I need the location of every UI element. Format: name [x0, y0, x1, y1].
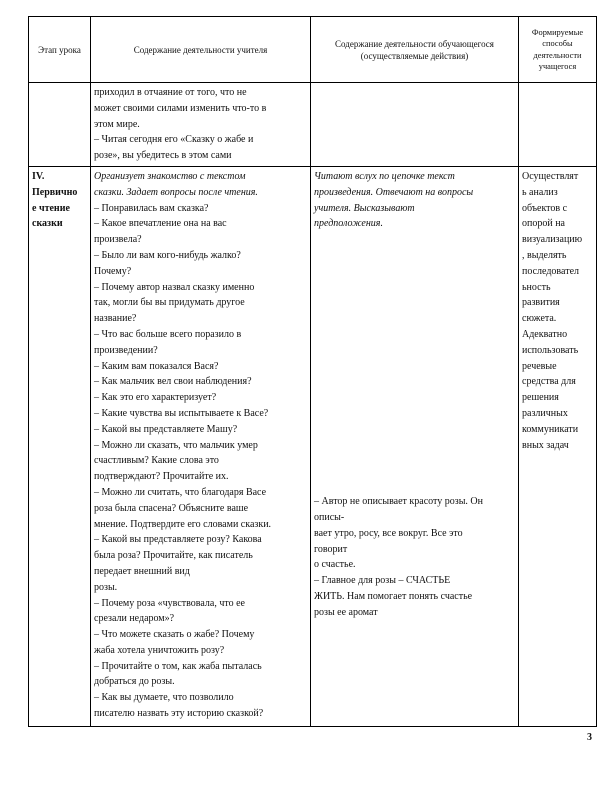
- text-line: IV.: [32, 170, 45, 182]
- text-line: вных задач: [522, 439, 569, 451]
- text-line: – Можно ли считать, что благодаря Васе: [94, 486, 267, 498]
- header-stage: Этап урока: [29, 17, 91, 83]
- student-answers: [314, 494, 515, 620]
- text-line: мнение. Подтвердите его словами сказки.: [94, 518, 272, 530]
- text-line: – Каким вам показался Вася?: [94, 360, 219, 372]
- text-line: – Какой вы представляете розу? Какова: [94, 534, 262, 546]
- text-line: говорит: [314, 543, 348, 555]
- text-line: сюжета.: [522, 313, 557, 325]
- text-line: последовател: [522, 265, 579, 277]
- table-row-stage-4: [29, 166, 597, 726]
- table-row-continuation: [29, 83, 597, 167]
- teacher-intro: [94, 169, 307, 201]
- header-teacher-activity: Содержание деятельности учителя: [91, 17, 311, 83]
- text-line: розе», вы убедитесь в этом сами: [94, 150, 232, 162]
- text-line: подтверждают? Прочитайте их.: [94, 471, 229, 483]
- text-line: сказки: [32, 218, 63, 230]
- text-line: Первично: [32, 186, 78, 198]
- cell-teacher-activity: [91, 166, 311, 726]
- text-line: объектов с: [522, 202, 568, 214]
- teacher-questions: [94, 201, 307, 722]
- teacher-continuation-text: [94, 85, 307, 164]
- cell-stage-empty: [29, 83, 91, 167]
- text-line: о счастье.: [314, 559, 356, 571]
- text-line: , выделять: [522, 249, 567, 261]
- cell-teacher-continuation: [91, 83, 311, 167]
- text-line: ЖИТЬ. Нам помогает понять счастье: [314, 590, 473, 602]
- text-line: коммуникати: [522, 423, 579, 435]
- text-line: этом мире.: [94, 118, 140, 130]
- text-line: развития: [522, 297, 560, 309]
- text-line: приходил в отчаяние от того, что не: [94, 87, 247, 98]
- text-line: – Почему роза «чувствовала, что ее: [94, 597, 245, 609]
- cell-student-activity: [311, 166, 519, 726]
- text-line: название?: [94, 313, 137, 325]
- text-line: срезали недаром»?: [94, 613, 175, 625]
- cell-skills: [519, 166, 597, 726]
- lesson-plan-table: [28, 16, 597, 727]
- document-page: [28, 16, 596, 727]
- table-header-row: [29, 17, 597, 83]
- text-line: может своими силами изменить что-то в: [94, 102, 267, 114]
- text-line: – Что вас больше всего поразило в: [94, 328, 242, 340]
- text-line: различных: [522, 407, 568, 419]
- text-line: – Что можете сказать о жабе? Почему: [94, 629, 255, 641]
- text-line: произвела?: [94, 234, 142, 246]
- text-line: розы ее аромат: [314, 606, 378, 618]
- text-line: – Было ли вам кого-нибудь жалко?: [94, 249, 241, 261]
- text-line: – Какой вы представляете Машу?: [94, 423, 238, 435]
- text-line: опорой на: [522, 218, 565, 230]
- skills-text: [522, 169, 593, 453]
- text-line: Адекватно: [522, 328, 568, 340]
- text-line: – Понравилась вам сказка?: [94, 202, 209, 214]
- text-line: – Как мальчик вел свои наблюдения?: [94, 376, 252, 388]
- text-line: – Как вы думаете, что позволило: [94, 692, 234, 704]
- student-intro: [314, 169, 515, 232]
- text-line: роза была спасена? Объясните ваше: [94, 502, 249, 514]
- stage-title: [32, 169, 87, 232]
- text-line: – Автор не описывает красоту розы. Он: [314, 496, 484, 508]
- text-line: речевые: [522, 360, 557, 372]
- text-line: описы-: [314, 511, 345, 523]
- text-line: вает утро, росу, все вокруг. Все это: [314, 527, 463, 539]
- text-line: предположения.: [314, 218, 383, 230]
- text-line: визуализацию: [522, 234, 583, 246]
- text-line: – Главное для розы – СЧАСТЬЕ: [314, 575, 451, 587]
- text-line: средства для: [522, 376, 576, 388]
- text-line: сказки. Задает вопросы после чтения.: [94, 186, 258, 198]
- text-line: розы.: [94, 581, 118, 593]
- cell-stage-title: [29, 166, 91, 726]
- text-line: – Можно ли сказать, что мальчик умер: [94, 439, 258, 451]
- page-number: 3: [587, 732, 592, 743]
- text-line: Почему?: [94, 265, 132, 277]
- text-line: была роза? Прочитайте, как писатель: [94, 550, 253, 562]
- text-line: – Как это его характеризует?: [94, 392, 217, 404]
- text-line: – Прочитайте о том, как жаба пыталась: [94, 660, 262, 672]
- text-line: решения: [522, 392, 559, 404]
- text-line: произведении?: [94, 344, 158, 356]
- text-line: учителя. Высказывают: [314, 202, 415, 214]
- text-line: ь анализ: [522, 186, 558, 198]
- text-line: произведения. Отвечают на вопросы: [314, 186, 474, 198]
- text-line: е чтение: [32, 202, 70, 214]
- header-student-activity: Содержание деятельности обучающегося (осуществляемые действия): [311, 17, 519, 83]
- text-line: передает внешний вид: [94, 565, 190, 577]
- text-line: счастливым? Какие слова это: [94, 455, 219, 467]
- text-line: жаба хотела уничтожить розу?: [94, 644, 225, 656]
- text-line: ьность: [522, 281, 551, 293]
- cell-student-empty: [311, 83, 519, 167]
- text-line: добраться до розы.: [94, 676, 175, 688]
- text-line: Организует знакомство с текстом: [94, 170, 246, 182]
- text-line: Читают вслух по цепочке текст: [314, 170, 455, 182]
- cell-skills-empty: [519, 83, 597, 167]
- text-line: – Какое впечатление она на вас: [94, 218, 227, 230]
- text-line: писателю назвать эту историю сказкой?: [94, 708, 264, 720]
- text-line: – Почему автор назвал сказку именно: [94, 281, 255, 293]
- text-line: – Какие чувства вы испытываете к Васе?: [94, 407, 269, 419]
- text-line: – Читая сегодня его «Сказку о жабе и: [94, 134, 254, 146]
- text-line: использовать: [522, 344, 579, 356]
- header-skills: Формируемые способы деятельности учащегося: [519, 17, 597, 83]
- text-line: так, могли бы вы придумать другое: [94, 297, 245, 309]
- text-line: Осуществлят: [522, 170, 579, 182]
